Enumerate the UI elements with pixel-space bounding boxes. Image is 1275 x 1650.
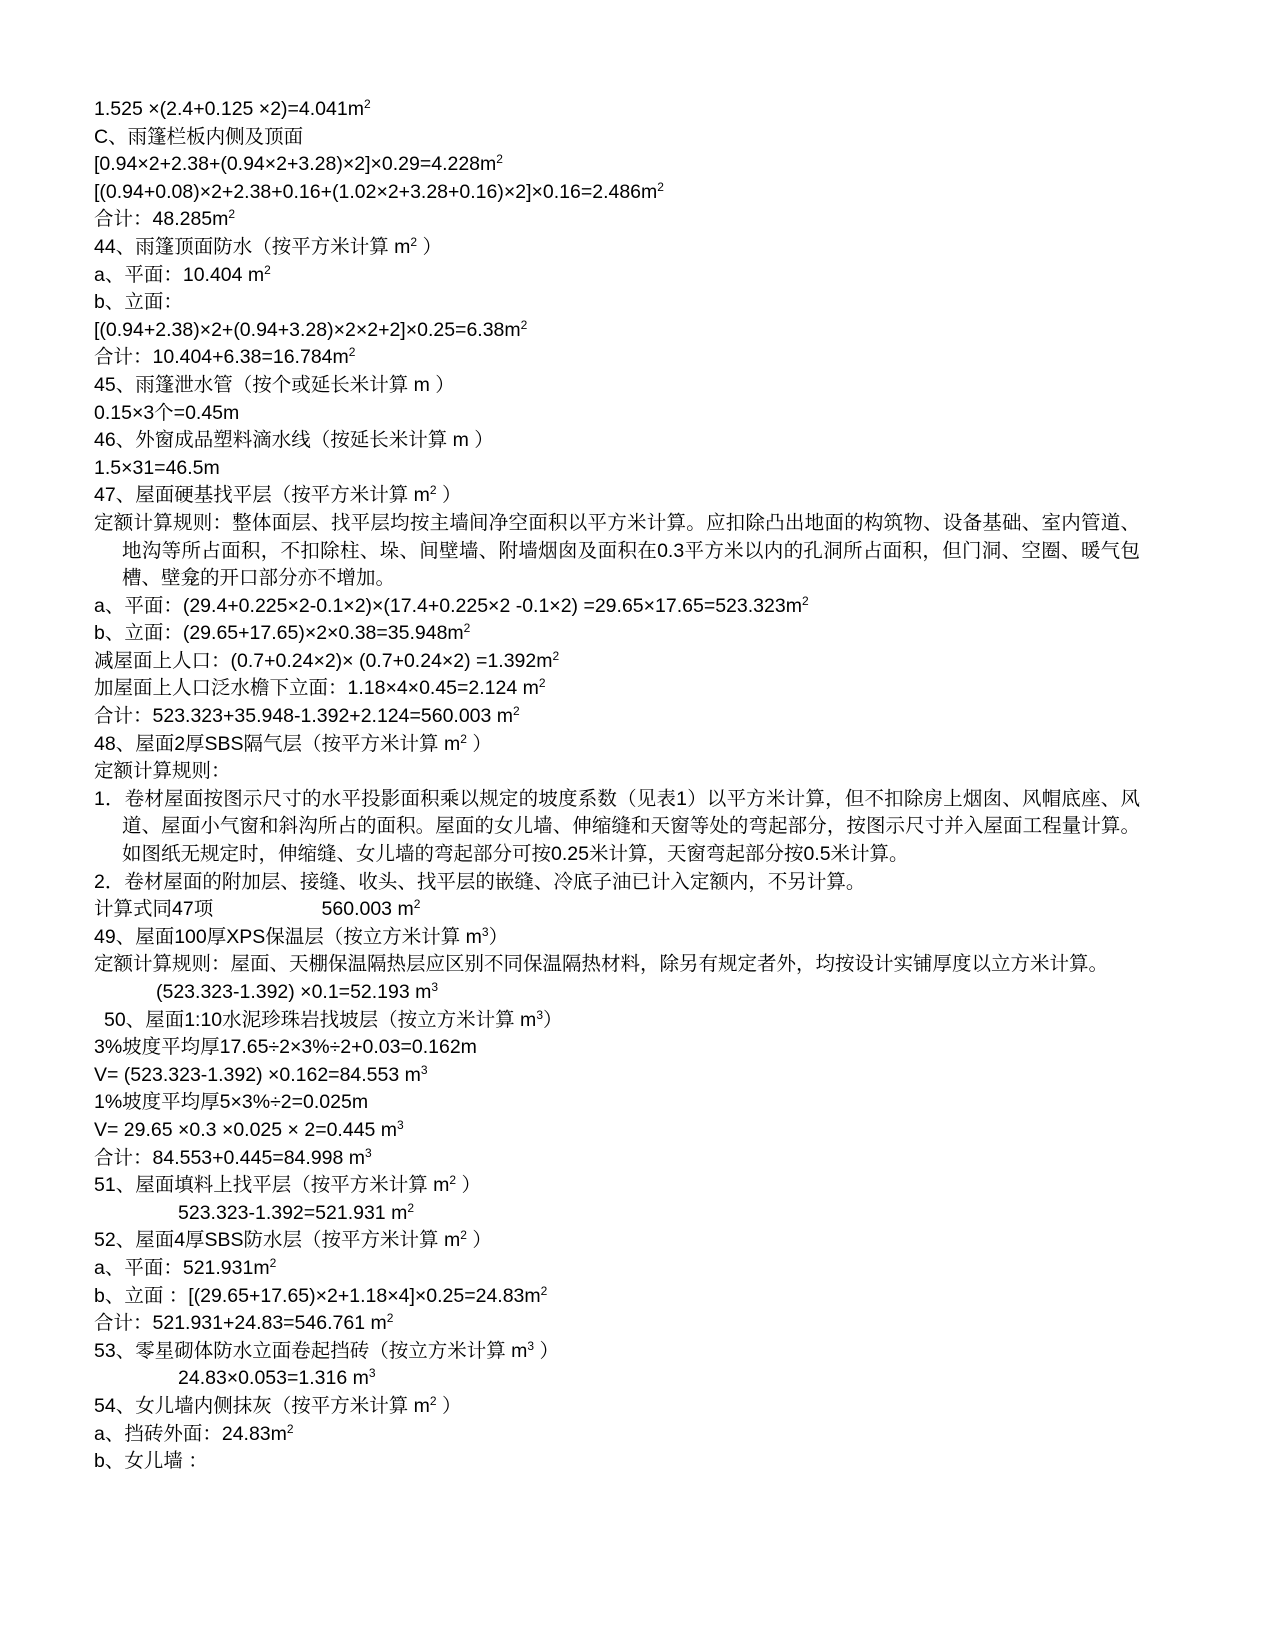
text-line: 2．卷材屋面的附加层、接缝、收头、找平层的嵌缝、冷底子油已计入定额内，不另计算。 [94,870,866,893]
text-line: 1.5×31=46.5m [94,456,220,479]
section-heading: 46、外窗成品塑料滴水线（按延长米计算 m ） [94,429,494,452]
section-heading: 53、零星砌体防水立面卷起挡砖（按立方米计算 $m^3$ ） [94,1338,559,1362]
section-heading: 49、屋面100厚XPS保温层（按立方米计算 $m^3$） [94,924,509,948]
text-line: $[(0.94+0.08)\times 2+2.38+0.16+(1.02\times 2+3.28+0.16)\times 2]\times 0.16=2.486m^2$ [94,179,664,203]
section-heading: 48、屋面2厚SBS隔气层（按平方米计算 $m^2$ ） [94,731,492,755]
text-line: $[(0.94+2.38)\times 2+(0.94+3.28)\times 2\times 2+2]\times 0.25=6.38m^2$ [94,317,528,341]
text-line: a、平面：$521.931m^2$ [94,1255,277,1279]
text-line: a、挡砖外面：$24.83m^2$ [94,1421,294,1445]
text-line: (523.323-1.392) ×0.1=52.193 $m^3$ [156,980,439,1003]
text-line: C、雨篷栏板内侧及顶面 [94,125,304,148]
text-line: 523.323-1.392=521.931 $m^2$ [178,1200,415,1224]
text-line: b、立面：$(29.65+17.65)\times 2\times 0.38=35.948m^2$ [94,621,471,645]
text-line: b、立面： [94,291,183,314]
text-line: 计算式同47项 560.003 $m^2$ [94,897,421,921]
section-heading: 44、雨篷顶面防水（按平方米计算 $m^2$ ） [94,234,442,258]
text-line: 3%坡度平均厚17.65÷2×3%÷2+0.03=0.162m [94,1036,477,1059]
text-line: 加屋面上人口泛水檐下立面：1.18×4×0.45=2.124 $m^2$ [94,676,546,700]
section-heading: 51、屋面填料上找平层（按平方米计算 $m^2$ ） [94,1173,481,1197]
text-line: 0.15×3个=0.45m [94,401,240,424]
section-heading: 47、屋面硬基找平层（按平方米计算 $m^2$ ） [94,483,462,507]
text-line: 合计：$48.285m^2$ [94,207,236,231]
text-line: $1.525 \times(2.4+0.125 \times 2)=4.041m^2$ [94,97,371,120]
section-heading: 45、雨篷泄水管（按个或延长米计算 m ） [94,373,455,396]
text-line: a、平面：10.404 $m^2$ [94,262,271,286]
rule-paragraph: 1．卷材屋面按图示尺寸的水平投影面积乘以规定的坡度系数（见表1）以平方米计算，但不扣除房上烟囱、风帽底座、风道、屋面小气窗和斜沟所占的面积。屋面的女儿墙、伸缩缝和天窗等处的弯起部分，按图示尺寸并入屋面工程量计算。如图纸无规定时，伸缩缝、女儿墙的弯起部分可按0.25米计算，天窗弯起部分按0.5米计算。 [94,787,1140,866]
text-line: b、女儿墙 ： [94,1450,208,1473]
text-line: 合计：523.323+35.948-1.392+2.124=560.003 $m^2$ [94,704,520,728]
text-line: V= 29.65 ×0.3 ×0.025 × 2=0.445 $m^3$ [94,1117,404,1141]
text-line: 定额计算规则： [94,760,231,783]
text-line: 1%坡度平均厚5×3%÷2=0.025m [94,1091,369,1114]
rule-paragraph: 定额计算规则：整体面层、找平层均按主墙间净空面积以平方米计算。应扣除凸出地面的构筑物、设备基础、室内管道、地沟等所占面积，不扣除柱、垛、间壁墙、附墙烟囱及面积在0.3平方米以内的孔洞所占面积，但门洞、空圈、暖气包槽、壁龛的开口部分亦不增加。 [94,511,1140,590]
rule-paragraph: 定额计算规则：屋面、天棚保温隔热层应区别不同保温隔热材料，除另有规定者外，均按设计实铺厚度以立方米计算。 [94,953,1109,976]
text-line: $[0.94\times 2+2.38+(0.94\times 2+3.28)\times 2]\times 0.29=4.228m^2$ [94,152,503,176]
section-heading: 52、屋面4厚SBS防水层（按平方米计算 $m^2$ ） [94,1228,492,1252]
text-line: 减屋面上人口：$(0.7+0.24\times 2)\times (0.7+0.24\times 2) =1.392m^2$ [94,648,560,672]
text-line: 合计：84.553+0.445=84.998 $m^3$ [94,1145,372,1169]
text-line: 合计：$10.404+6.38=16.784m^2$ [94,345,356,369]
text-line: b、立面 ：$[(29.65+17.65)\times 2+1.18\times 4]\times 0.25=24.83m^2$ [94,1283,548,1307]
text-line: 合计：521.931+24.83=546.761 $m^2$ [94,1311,394,1335]
text-line: a、平面：(29.4+0.225×2-0.1×2)×(17.4+0.225×2 $-0.1\times 2) =29.65\times 17.65=523.323m^2$ [94,593,809,617]
text-line: V= (523.323-1.392) ×0.162=84.553 $m^3$ [94,1062,428,1086]
text-line: 24.83×0.053=1.316 $m^3$ [178,1366,376,1390]
section-heading: 50、屋面1:10水泥珍珠岩找坡层（按立方米计算 $m^3$） [104,1007,563,1031]
section-heading: 54、女儿墙内侧抹灰（按平方米计算 $m^2$ ） [94,1393,462,1417]
